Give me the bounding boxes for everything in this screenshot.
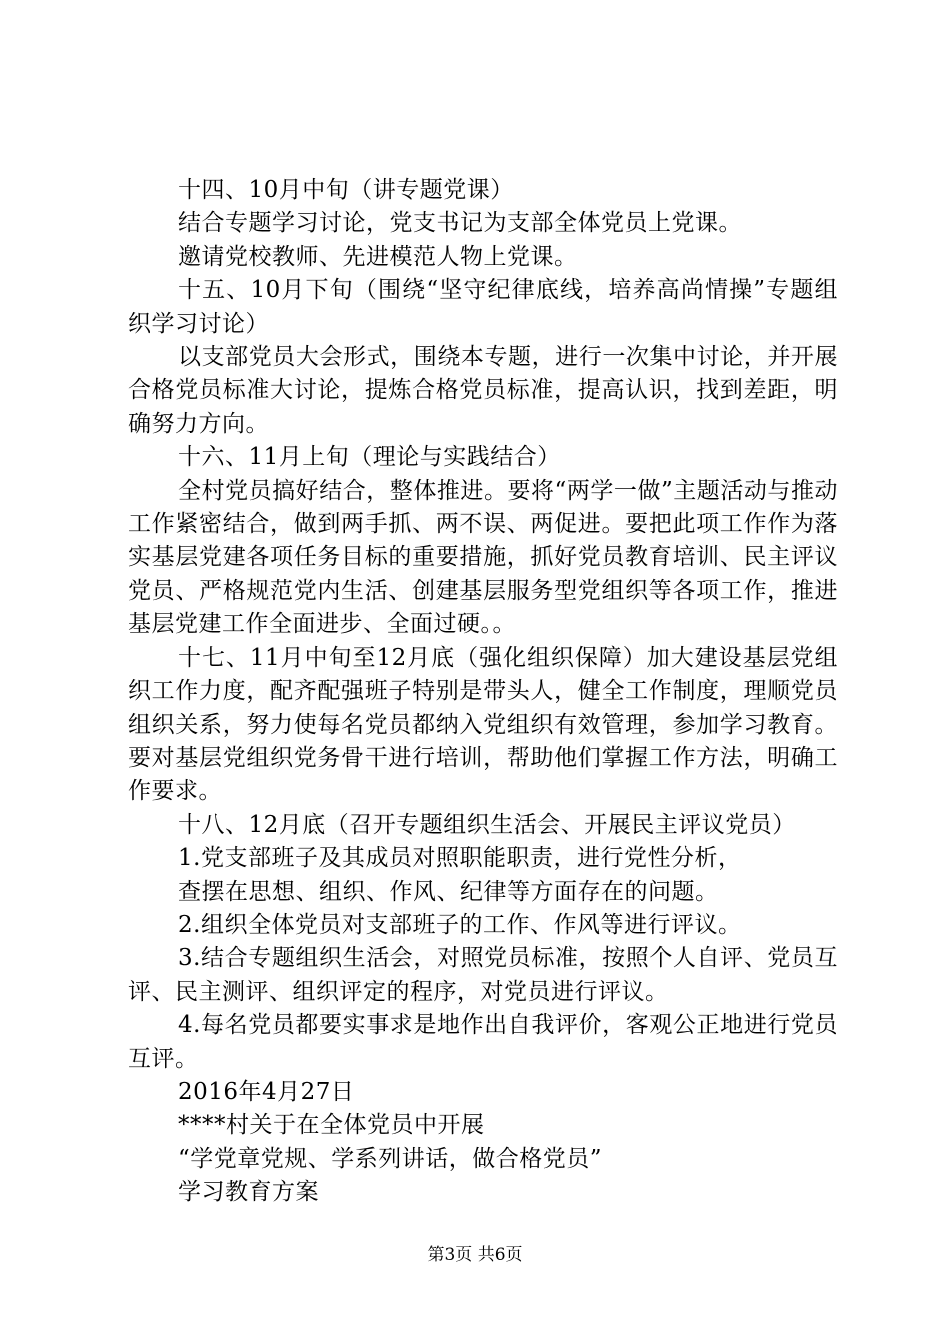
- list-item-1: 1.党支部班子及其成员对照职能职责，进行党性分析，: [178, 845, 742, 872]
- next-title-line-1: ****村关于在全体党员中开展: [178, 1112, 485, 1139]
- section-heading-18: 十八、12月底（召开专题组织生活会、开展民主评议党员）: [178, 811, 796, 838]
- section-heading-15: 十五、10月下旬（围绕“坚守纪律底线，培养高尚情操”专题组织学习讨论）: [128, 277, 838, 337]
- next-title-line-2: “学党章党规、学系列讲话，做合格党员”: [178, 1145, 603, 1172]
- section-heading-17: 十七、11月中旬至12月底（强化组织保障）加大建设基层党组织工作力度，配齐配强班子特别是带头人，健全工作制度，理顺党员组织关系，努力使每名党员都纳入党组织有效管理，参加学习教育。要对基层党组织党务骨干进行培训，帮助他们掌握工作方法，明确工作要求。: [128, 644, 838, 805]
- document-body: [128, 174, 838, 1210]
- list-item-2: 2.组织全体党员对支部班子的工作、作风等进行评议。: [178, 911, 742, 938]
- list-item-1-continued: 查摆在思想、组织、作风、纪律等方面存在的问题。: [178, 878, 719, 905]
- paragraph: 结合专题学习讨论，党支书记为支部全体党员上党课。: [178, 210, 742, 237]
- paragraph: 以支部党员大会形式，围绕本专题，进行一次集中讨论，并开展合格党员标准大讨论，提炼合格党员标准，提高认识，找到差距，明确努力方向。: [128, 344, 838, 437]
- document-date: 2016年4月27日: [178, 1078, 355, 1105]
- paragraph: 全村党员搞好结合，整体推进。要将“两学一做”主题活动与推动工作紧密结合，做到两手抓、两不误、两促进。要把此项工作作为落实基层党建各项任务目标的重要措施，抓好党员教育培训、民主评议党员、严格规范党内生活、创建基层服务型党组织等各项工作，推进基层党建工作全面进步、全面过硬。。: [128, 477, 838, 638]
- paragraph: 邀请党校教师、先进模范人物上党课。: [178, 243, 578, 270]
- section-heading-14: 十四、10月中旬（讲专题党课）: [178, 177, 514, 203]
- list-item-3: 3.结合专题组织生活会，对照党员标准，按照个人自评、党员互评、民主测评、组织评定的程序，对党员进行评议。: [128, 945, 838, 1005]
- page-number-footer: 第3页 共6页: [427, 1245, 523, 1265]
- section-heading-16: 十六、11月上旬（理论与实践结合）: [178, 444, 561, 471]
- next-title-line-3: 学习教育方案: [178, 1179, 319, 1206]
- list-item-4: 4.每名党员都要实事求是地作出自我评价，客观公正地进行党员互评。: [128, 1012, 838, 1072]
